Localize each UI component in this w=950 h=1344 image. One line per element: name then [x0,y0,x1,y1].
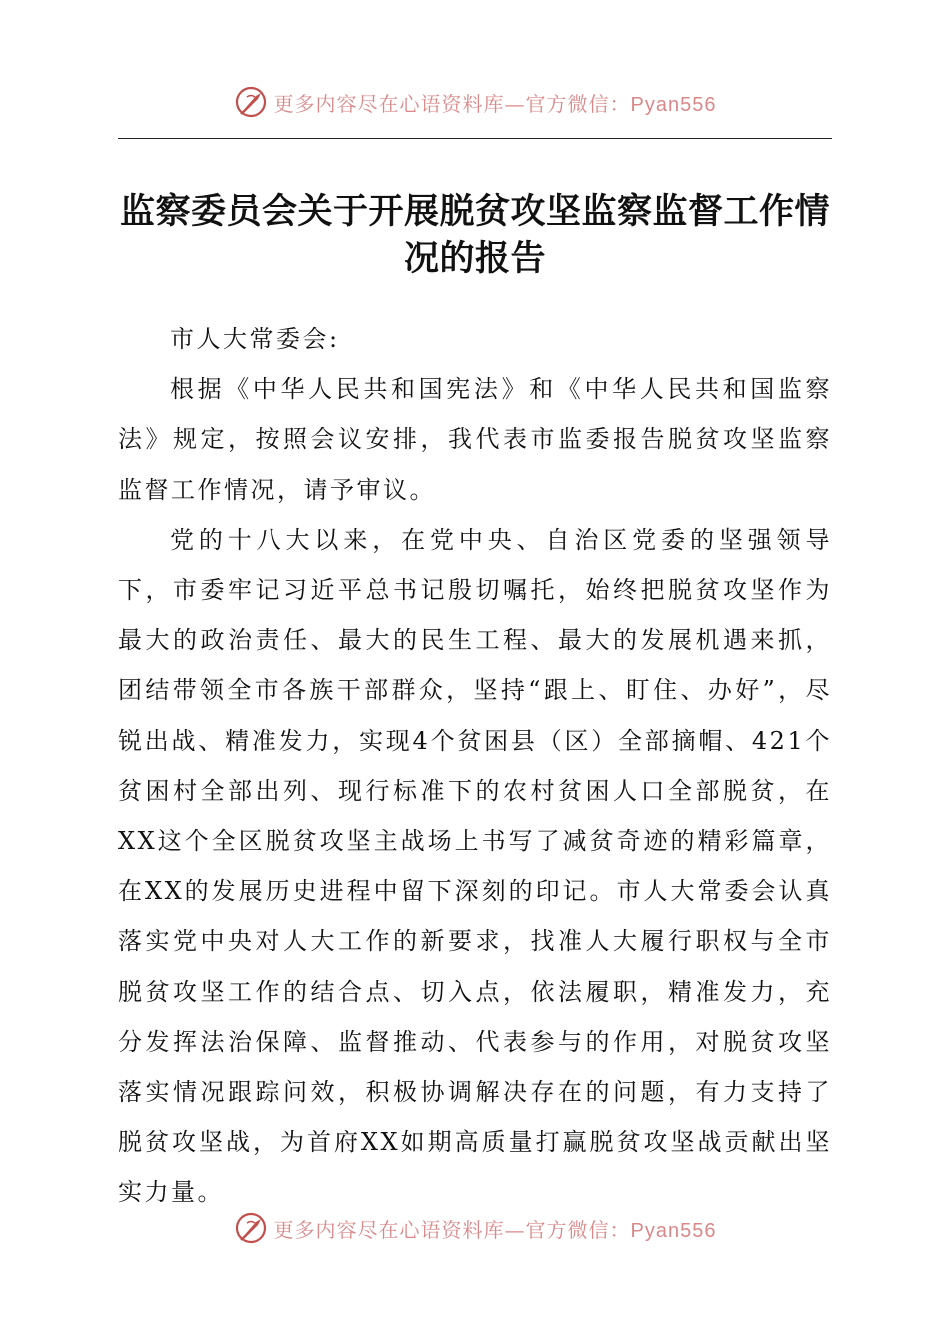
wechat-id: Pyan556 [630,93,717,116]
quill-pen-logo-icon [234,85,268,119]
footer-watermark [0,1208,950,1248]
document-title: 监察委员会关于开展脱贫攻坚监察监督工作情况的报告 [119,191,830,279]
paragraph-1: 根据《中华人民共和国宪法》和《中华人民共和国监察法》规定，按照会议安排，我代表市监委报告脱贫攻坚监察监督工作情况，请予审议。 [118,375,832,504]
paragraph-2: 党的十八大以来，在党中央、自治区党委的坚强领导下，市委牢记习近平总书记殷切嘱托，始终把脱贫攻坚作为最大的政治责任、最大的民生工程、最大的发展机遇来抓，团结带领全市各族干部群众，坚持“跟上、盯住、办好”，尽锐出战、精准发力，实现4个贫困县（区）全部摘帽、421个贫困村全部出列、现行标准下的农村贫困人口全部脱贫，在XX这个全区脱贫攻坚主战场上书写了减贫奇迹的精彩篇章，在XX的发展历史进程中留下深刻的印记。市人大常委会认真落实党中央对人大工作的新要求，找准人大履行职权与全市脱贫攻坚工作的结合点、切入点，依法履职，精准发力，充分发挥法治保障、监督推动、代表参与的作用，对脱贫攻坚落实情况跟踪问效，积极协调解决存在的问题，有力支持了脱贫攻坚战，为首府XX如期高质量打赢脱贫攻坚战贡献出坚实力量。 [118,525,832,1207]
quill-pen-logo-icon [234,1211,268,1245]
header-rule [118,138,832,139]
wechat-id: Pyan556 [630,1219,717,1242]
watermark-text: 更多内容尽在心语资料库—官方微信：Pyan556 [273,91,717,116]
watermark-text: 更多内容尽在心语资料库—官方微信：Pyan556 [273,1217,717,1242]
salutation: 市人大常委会: [170,325,340,353]
document-body [118,314,832,1218]
header-watermark [0,82,950,122]
